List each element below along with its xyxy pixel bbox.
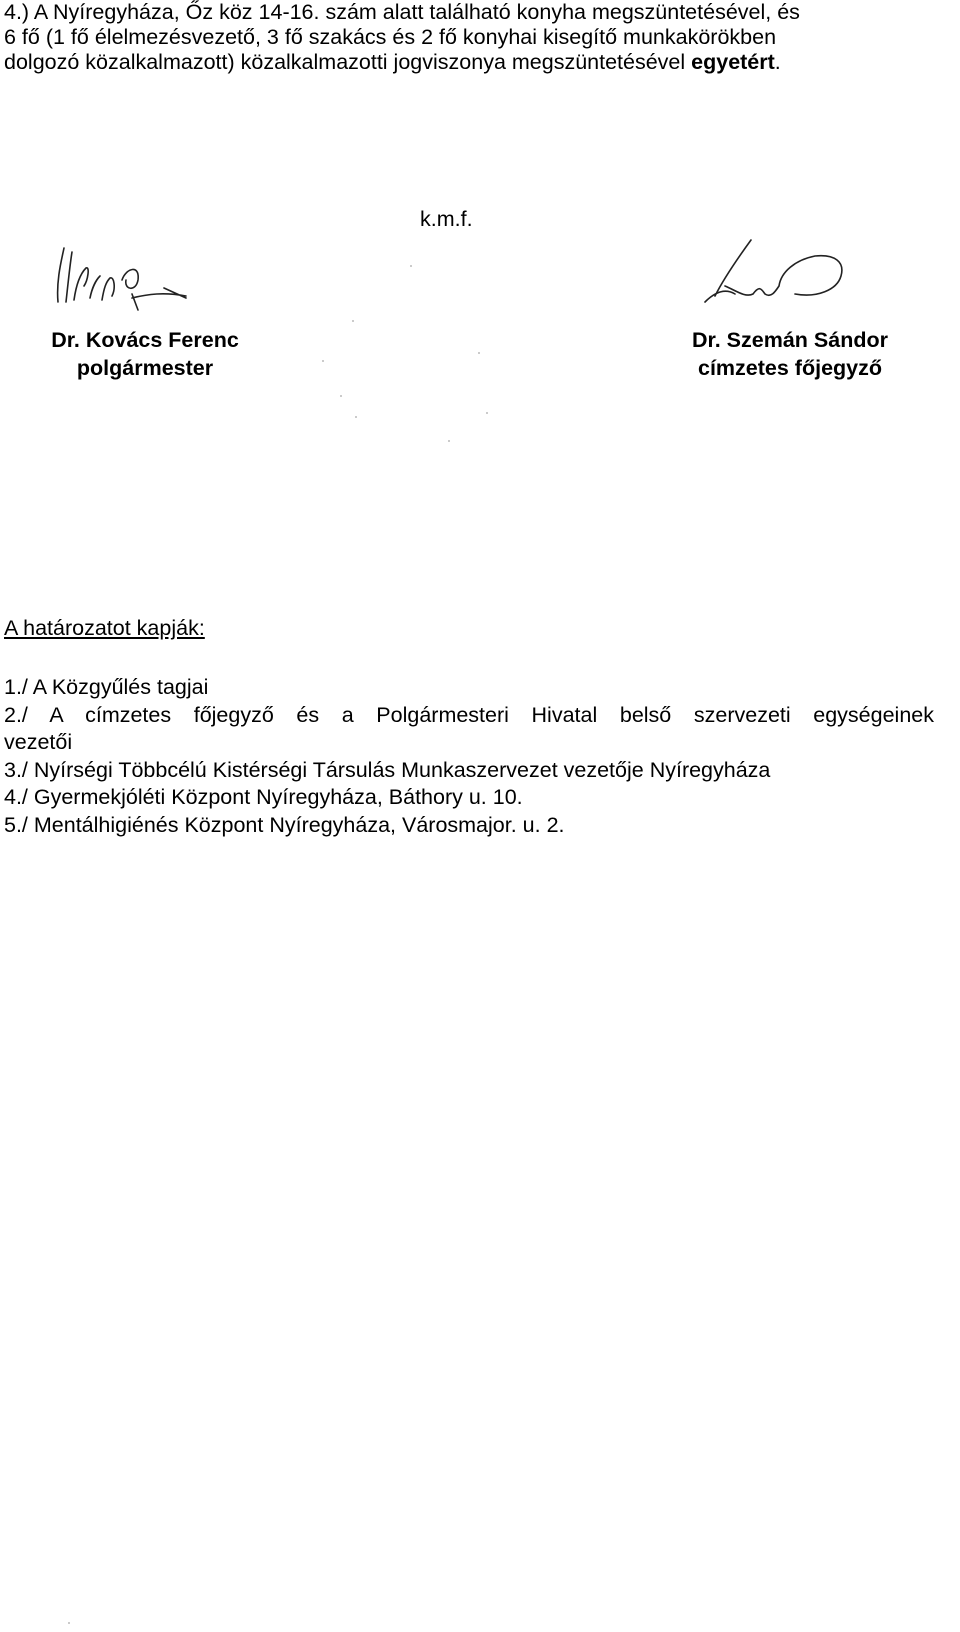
chief-notary-signature-icon <box>695 232 885 312</box>
paragraph-line: 4.) A Nyíregyháza, Őz köz 14-16. szám alatt található konyha megszüntetésével, és <box>4 0 800 24</box>
scan-speck <box>322 360 324 362</box>
list-item: 1./ A Közgyűlés tagjai <box>4 675 209 699</box>
scan-speck <box>478 352 480 354</box>
paragraph-line <box>4 50 934 75</box>
scan-speck <box>68 1622 70 1624</box>
mayor-signature-block <box>30 326 260 382</box>
signatory-name: Dr. Kovács Ferenc <box>51 328 239 352</box>
scan-speck <box>486 412 488 414</box>
list-item: 5./ Mentálhigiénés Központ Nyíregyháza, Városmajor. u. 2. <box>4 812 565 837</box>
scan-speck <box>355 416 357 418</box>
list-item: 4./ Gyermekjóléti Központ Nyíregyháza, Báthory u. 10. <box>4 785 523 809</box>
resolution-paragraph <box>4 0 934 75</box>
paragraph-period: . <box>774 50 781 74</box>
list-item: 3./ Nyírségi Többcélú Kistérségi Társulás Munkaszervezet vezetője Nyíregyháza <box>4 757 771 782</box>
scan-speck <box>448 440 450 442</box>
scan-speck <box>410 265 412 267</box>
recipients-heading: A határozatot kapják: <box>4 616 205 640</box>
paragraph-text: dolgozó közalkalmazott) közalkalmazotti jogviszonya megszüntetésével <box>4 50 692 74</box>
scan-speck <box>352 320 354 322</box>
list-item: vezetői <box>4 730 73 754</box>
decision-word: egyetért <box>691 50 775 74</box>
list-item: 2./ A címzetes főjegyző és a Polgármesteri Hivatal belső szervezeti egységeinek <box>4 702 934 727</box>
kmf-label: k.m.f. <box>420 207 473 231</box>
paragraph-line: 6 fő (1 fő élelmezésvezető, 3 fő szakács és 2 fő konyhai kisegítő munkakörökben <box>4 25 777 49</box>
signatory-title: címzetes főjegyző <box>698 356 882 380</box>
signatory-name: Dr. Szemán Sándor <box>692 328 888 352</box>
chief-notary-signature-block <box>650 326 930 382</box>
mayor-signature-icon <box>40 240 210 320</box>
signatory-title: polgármester <box>76 356 214 380</box>
scan-speck <box>340 395 342 397</box>
recipients-list <box>4 674 934 839</box>
